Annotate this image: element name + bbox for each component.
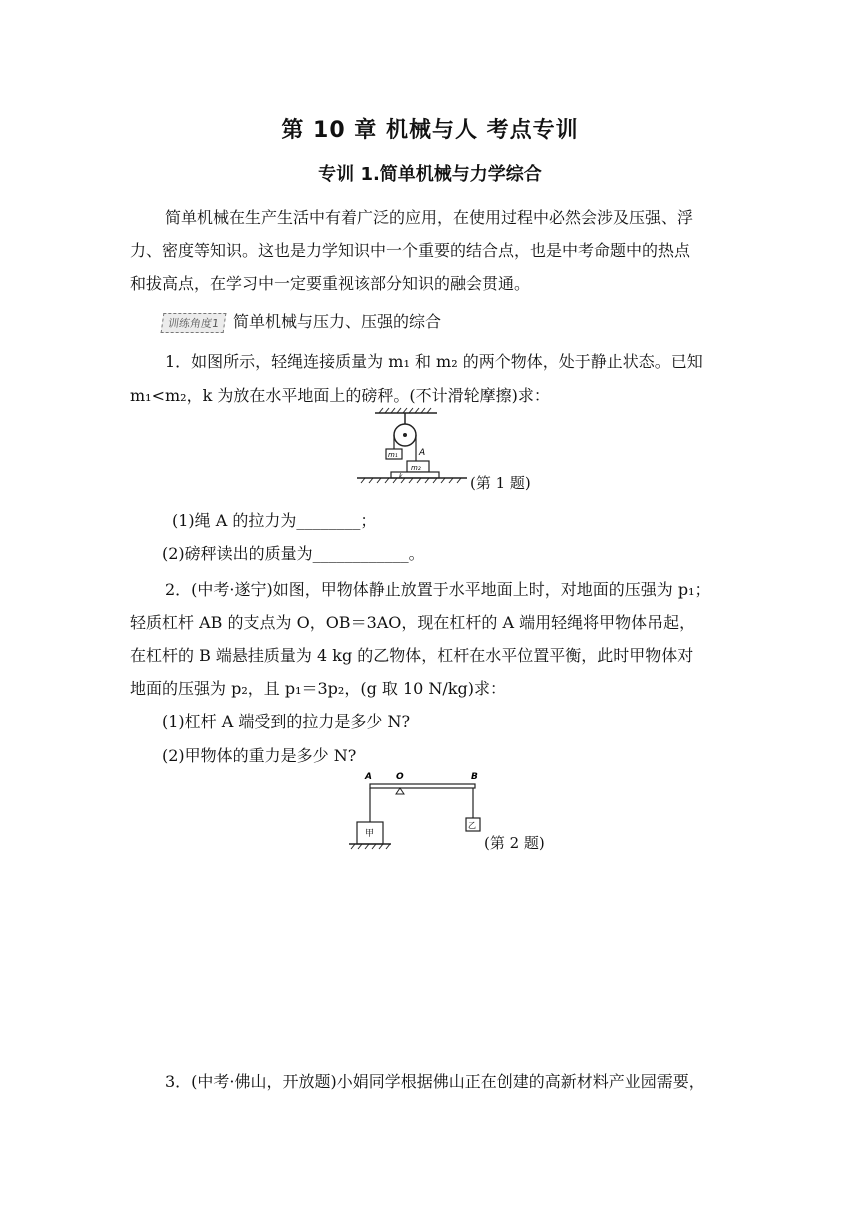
intro-line-1: 简单机械在生产生活中有着广泛的应用，在使用过程中必然会涉及压强、浮 — [165, 208, 694, 227]
rope-a-label: A — [419, 448, 426, 458]
object-yi-label: 乙 — [468, 821, 476, 830]
q1-sub-1: (1)绳 A 的拉力为________； — [172, 511, 377, 530]
lever-fulcrum-o-label: O — [396, 772, 404, 782]
q1-sub-2: (2)磅秤读出的质量为____________。 — [162, 544, 425, 563]
lever-point-b-label: B — [471, 772, 478, 782]
lever-bar — [370, 784, 475, 788]
q1-line-2: m₁<m₂，k 为放在水平地面上的磅秤。(不计滑轮摩擦)求： — [130, 386, 550, 405]
q2-sub-2: (2)甲物体的重力是多少 N? — [162, 746, 357, 765]
q2-figure-caption: (第 2 题) — [484, 834, 545, 852]
q2-lever-figure — [345, 768, 485, 854]
q2-sub-1: (1)杠杆 A 端受到的拉力是多少 N? — [162, 712, 411, 731]
q1-pulley-figure — [355, 405, 475, 491]
section-heading — [162, 309, 441, 333]
fulcrum — [396, 788, 404, 794]
q3-line-1: 3．(中考·佛山，开放题)小娟同学根据佛山正在创建的高新材料产业园需要， — [165, 1072, 705, 1091]
intro-line-3: 和拔高点，在学习中一定要重视该部分知识的融会贯通。 — [130, 274, 531, 293]
mass-m1-label: m₁ — [388, 451, 398, 459]
q2-line-3: 在杠杆的 B 端悬挂质量为 4 kg 的乙物体，杠杆在水平位置平衡，此时甲物体对 — [130, 646, 694, 665]
intro-line-2: 力、密度等知识。这也是力学知识中一个重要的结合点，也是中考命题中的热点 — [130, 241, 691, 260]
mass-m2-label: m₂ — [411, 464, 421, 472]
q2-line-2: 轻质杠杆 AB 的支点为 O，OB＝3AO，现在杠杆的 A 端用轻绳将甲物体吊起， — [130, 613, 696, 632]
q1-line-1: 1．如图所示，轻绳连接质量为 m₁ 和 m₂ 的两个物体，处于静止状态。已知 — [165, 352, 703, 371]
page-subtitle: 专训 1.简单机械与力学综合 — [318, 164, 542, 185]
q1-figure-caption: (第 1 题) — [470, 474, 531, 492]
training-angle-badge: 训练角度1 — [161, 313, 227, 333]
page-title: 第 10 章 机械与人 考点专训 — [281, 118, 579, 143]
q2-line-4: 地面的压强为 p₂，且 p₁＝3p₂，(g 取 10 N/kg)求： — [130, 679, 506, 698]
q2-line-1: 2．(中考·遂宁)如图，甲物体静止放置于水平地面上时，对地面的压强为 p₁； — [165, 580, 711, 599]
object-jia-label: 甲 — [365, 829, 375, 839]
scale-k-label: k — [399, 473, 403, 480]
section-label: 简单机械与压力、压强的综合 — [233, 312, 442, 331]
lever-point-a-label: A — [365, 772, 372, 782]
